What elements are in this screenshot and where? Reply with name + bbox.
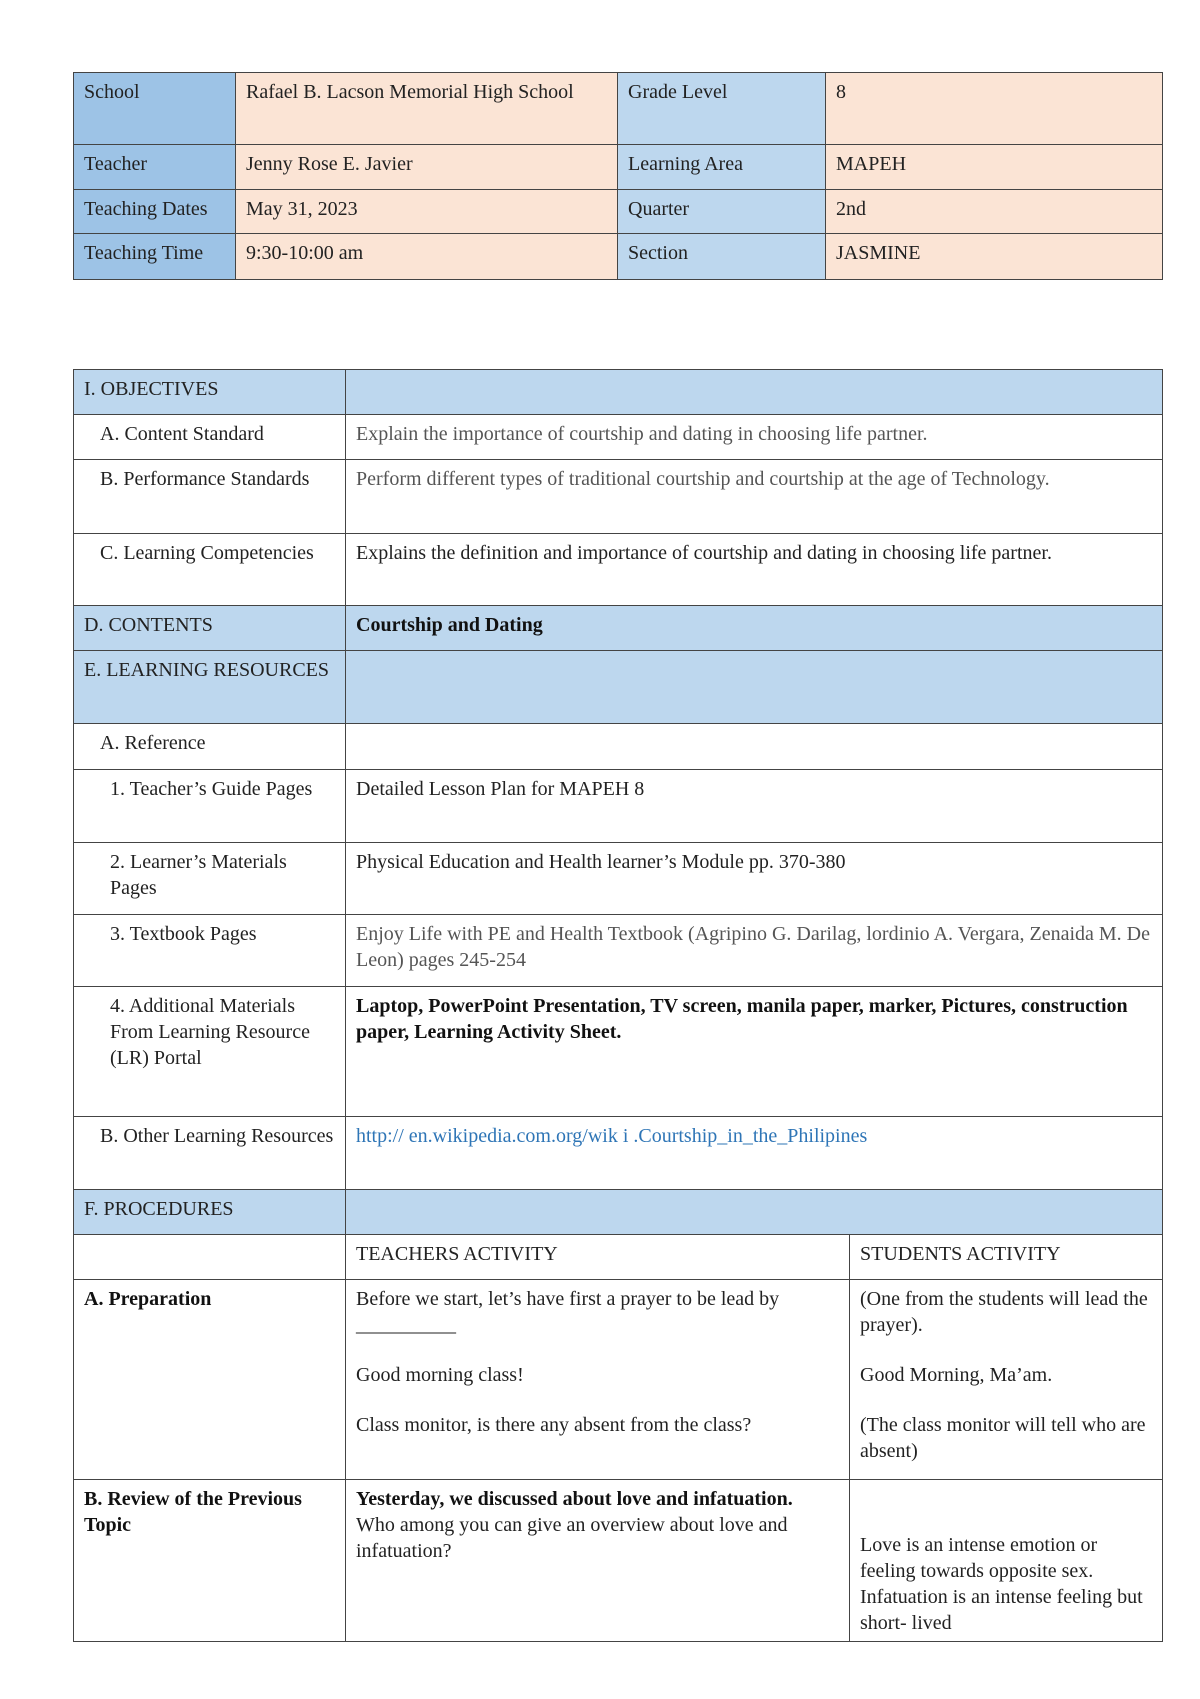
quarter-label: Quarter <box>618 190 826 234</box>
teaching-dates-label: Teaching Dates <box>74 190 236 234</box>
activity-header-empty <box>74 1235 346 1280</box>
teacher-value: Jenny Rose E. Javier <box>236 145 618 190</box>
wikipedia-link[interactable]: http:// en.wikipedia.com.org/wik i .Courtship_in_the_Philipines <box>356 1125 868 1147</box>
other-resources-label: B. Other Learning Resources <box>74 1117 346 1190</box>
learning-resources-heading: E. LEARNING RESOURCES <box>74 651 346 724</box>
greeting-response: Good Morning, Ma’am. <box>860 1364 1053 1386</box>
procedures-empty <box>346 1190 1163 1235</box>
teaching-time-label: Teaching Time <box>74 234 236 280</box>
objectives-empty <box>346 370 1163 415</box>
school-info-table <box>73 72 1163 280</box>
performance-standards-label: B. Performance Standards <box>74 460 346 534</box>
contents-value: Courtship and Dating <box>346 606 1163 651</box>
learning-resources-empty <box>346 651 1163 724</box>
prayer-response: (One from the students will lead the prayer). <box>860 1288 1148 1336</box>
additional-materials-label: 4. Additional Materials From Learning Resource (LR) Portal <box>74 987 346 1117</box>
greeting-text: Good morning class! <box>356 1364 524 1386</box>
review-recap: Yesterday, we discussed about love and infatuation. <box>356 1488 793 1510</box>
other-resources-cell <box>346 1117 1163 1190</box>
review-question: Who among you can give an overview about love and infatuation? <box>356 1514 788 1562</box>
review-teacher-cell <box>346 1480 850 1642</box>
section-label: Section <box>618 234 826 280</box>
preparation-student-cell <box>850 1280 1163 1480</box>
learning-competencies-value: Explains the definition and importance of courtship and dating in choosing life partner. <box>346 534 1163 606</box>
textbook-pages-value: Enjoy Life with PE and Health Textbook (Agripino G. Darilag, lordinio A. Vergara, Zenaida M. De Leon) pages 245-254 <box>346 915 1163 987</box>
section-value: JASMINE <box>826 234 1163 280</box>
additional-materials-value: Laptop, PowerPoint Presentation, TV screen, manila paper, marker, Pictures, construction paper, Learning Activity Sheet. <box>346 987 1163 1117</box>
performance-standards-value: Perform different types of traditional courtship and courtship at the age of Technology. <box>346 460 1163 534</box>
teachers-activity-header: TEACHERS ACTIVITY <box>346 1235 850 1280</box>
preparation-label: A. Preparation <box>74 1280 346 1480</box>
prayer-prompt: Before we start, let’s have first a prayer to be lead by __________ <box>356 1288 780 1336</box>
teaching-time-value: 9:30-10:00 am <box>236 234 618 280</box>
review-label: B. Review of the Previous Topic <box>74 1480 346 1642</box>
teachers-guide-label: 1. Teacher’s Guide Pages <box>74 770 346 843</box>
teacher-label: Teacher <box>74 145 236 190</box>
attendance-response: (The class monitor will tell who are absent) <box>860 1414 1146 1462</box>
review-answer: Love is an intense emotion or feeling towards opposite sex. Infatuation is an intense feeling but short- lived <box>860 1534 1143 1634</box>
quarter-value: 2nd <box>826 190 1163 234</box>
grade-level-label: Grade Level <box>618 73 826 145</box>
objectives-heading: I. OBJECTIVES <box>74 370 346 415</box>
contents-heading: D. CONTENTS <box>74 606 346 651</box>
school-value: Rafael B. Lacson Memorial High School <box>236 73 618 145</box>
teachers-guide-value: Detailed Lesson Plan for MAPEH 8 <box>346 770 1163 843</box>
reference-label: A. Reference <box>74 724 346 770</box>
teaching-dates-value: May 31, 2023 <box>236 190 618 234</box>
lesson-plan-table <box>73 369 1163 1642</box>
textbook-pages-label: 3. Textbook Pages <box>74 915 346 987</box>
learners-materials-value: Physical Education and Health learner’s Module pp. 370-380 <box>346 843 1163 915</box>
content-standard-value: Explain the importance of courtship and dating in choosing life partner. <box>346 415 1163 460</box>
attendance-question: Class monitor, is there any absent from the class? <box>356 1414 752 1436</box>
learners-materials-label: 2. Learner’s Materials Pages <box>74 843 346 915</box>
grade-level-value: 8 <box>826 73 1163 145</box>
students-activity-header: STUDENTS ACTIVITY <box>850 1235 1163 1280</box>
learning-area-value: MAPEH <box>826 145 1163 190</box>
learning-competencies-label: C. Learning Competencies <box>74 534 346 606</box>
content-standard-label: A. Content Standard <box>74 415 346 460</box>
review-student-cell <box>850 1480 1163 1642</box>
preparation-teacher-cell <box>346 1280 850 1480</box>
learning-area-label: Learning Area <box>618 145 826 190</box>
procedures-heading: F. PROCEDURES <box>74 1190 346 1235</box>
school-label: School <box>74 73 236 145</box>
reference-empty <box>346 724 1163 770</box>
